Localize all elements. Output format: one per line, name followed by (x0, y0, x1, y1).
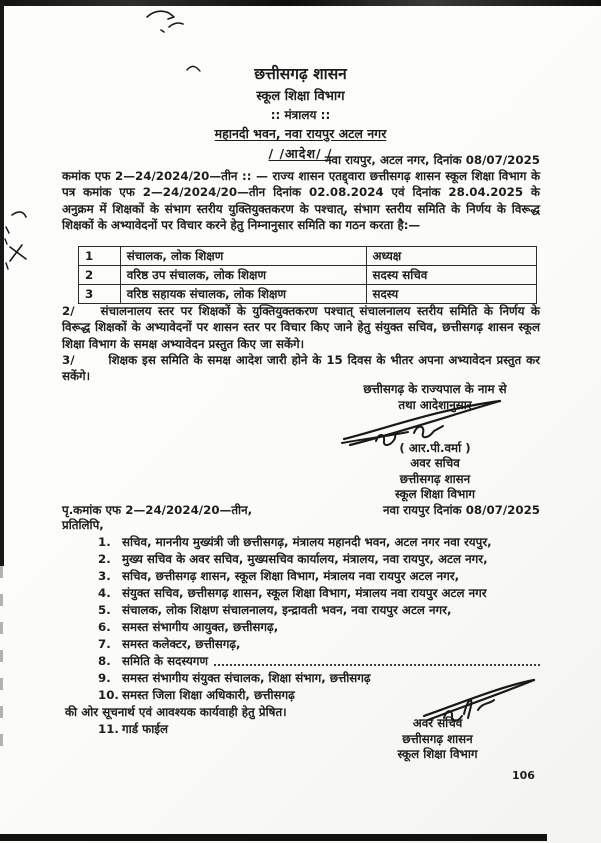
order-paragraph-2 (62, 303, 540, 352)
paragraph-number: 2/ (62, 304, 75, 318)
signatory-block (350, 716, 525, 763)
item-number: 9. (98, 671, 111, 685)
scan-edge-bottom (0, 834, 547, 841)
list-item (62, 568, 540, 585)
item-number: 6. (98, 620, 111, 634)
row-serial: 1 (79, 247, 121, 266)
list-continuation: की ओर सूचनार्थ एवं आवश्यक कार्यवाही हेतु प्रेषित। (65, 705, 287, 719)
item-text: सचिव, माननीय मुख्यंत्री जी छत्तीसगढ़, मंत्रालय महानदी भवन, अटल नगर नवा रयपुर, (122, 535, 492, 549)
item-text: समस्त संभागीय संयुक्त संचालक, शिक्षा संभाग, छत्तीसगढ़ (122, 671, 371, 685)
authority-line-1: छत्तीसगढ़ के राज्यपाल के नाम से (363, 382, 507, 396)
item-text: मुख्य सचिव के अवर सचिव, मुख्यसचिव कार्यालय, मंत्रालय, नवा रायपुर, अटल नगर, (122, 552, 488, 566)
row-role: अध्यक्ष (366, 247, 537, 266)
list-item (62, 585, 540, 602)
item-text: समस्त संभागीय आयुक्त, छत्तीसगढ़, (122, 620, 279, 634)
item-number: 1. (98, 535, 111, 549)
item-number: 4. (98, 586, 111, 600)
row-designation: वरिष्ठ उप संचालक, लोक शिक्षण (120, 266, 366, 285)
list-item (62, 619, 540, 636)
order-paragraph-3-text: शिक्षक इस समिति के समक्ष आदेश जारी होने के 15 दिवस के भीतर अपना अभ्यावेदन प्रस्तुत कर सकेंगे। (62, 353, 540, 384)
endorsement-ref-row (62, 502, 540, 518)
scan-edge-top (0, 0, 601, 6)
row-serial: 3 (79, 285, 121, 304)
letterhead-ministry: :: मंत्रालय :: (270, 108, 331, 122)
signatory-government: छत्तीसगढ़ शासन (402, 731, 473, 746)
table-row (79, 266, 537, 285)
list-item (62, 551, 540, 568)
item-number: 8. (98, 654, 111, 668)
order-paragraph-2-text: संचालनालय स्तर पर शिक्षकों के युक्तियुक्तकरण पश्चात् संचालनालय स्तरीय समिति के निर्णय के विरूद्ध शिक्षकों के अभ्यावेदनों पर शासन स्तर पर विचार किए जाने हेतु संयुक्त सचिव, छत्तीसगढ़ शासन स्कूल शिक्षा विभाग के समक्ष अभ्यावेदन प्रस्तुत किए जा सकेंगे। (62, 304, 540, 351)
letterhead-department: स्कूल शिक्षा विभाग (256, 89, 345, 104)
signatory-government: छत्तीसगढ़ शासन (399, 471, 471, 486)
pen-scribble-icon (135, 3, 205, 35)
letterhead (0, 62, 601, 162)
signatory-post: अवर सचिव (412, 716, 463, 730)
signatory-department: स्कूल शिक्षा विभाग (397, 747, 478, 762)
endorsement-place-date: नवा रायपुर दिनांक 08/07/2025 (383, 503, 540, 517)
table-row (79, 285, 537, 304)
item-text: समस्त कलेक्टर, छत्तीसगढ़, (122, 637, 241, 651)
row-role: सदस्य सचिव (366, 266, 537, 285)
order-paragraph-3 (62, 352, 540, 385)
scan-edge-left-fade (0, 566, 3, 756)
item-text: समिति के सदस्यगण (122, 654, 208, 668)
item-number: 5. (98, 603, 111, 617)
signatory-block (330, 441, 540, 503)
item-text: गार्ड फाईल (122, 722, 169, 736)
list-item (62, 653, 540, 670)
place-date-line: नवा रायपुर, अटल नगर, दिनांक 08/07/2025 (324, 153, 540, 167)
committee-table (78, 246, 537, 304)
margin-scribble-icon (2, 205, 36, 277)
order-title: / /आदेश/ / (268, 146, 333, 161)
authority-line-2: तथा आदेशानुसार (398, 397, 472, 412)
item-number: 7. (98, 637, 111, 651)
row-serial: 2 (79, 266, 121, 285)
signatory-name: ( आर.पी.वर्मा ) (399, 441, 471, 455)
row-designation: संचालक, लोक शिक्षण (120, 247, 366, 266)
item-text: संयुक्त सचिव, छत्तीसगढ़ शासन, स्कूल शिक्षा विभाग, मंत्रालय नवा रायपुर अटल नगर (122, 586, 487, 600)
page-number: 106 (512, 769, 535, 782)
item-number: 11. (98, 722, 119, 736)
row-designation: वरिष्ठ सहायक संचालक, लोक शिक्षण (120, 285, 366, 304)
endorsement-ref-number: पृ.कमांक एफ 2—24/2024/20—तीन, (62, 503, 253, 517)
dotted-leader (214, 653, 540, 666)
item-text: सचिव, छत्तीसगढ़ शासन, स्कूल शिक्षा विभाग, मंत्रालय नवा रायपुर अटल नगर, (122, 569, 460, 583)
item-text: समस्त जिला शिक्षा अधिकारी, छत्तीसगढ़ (122, 688, 295, 702)
item-number: 3. (98, 569, 111, 583)
item-number: 10. (98, 688, 119, 702)
paragraph-number: 3/ (62, 353, 75, 367)
item-number: 2. (98, 552, 111, 566)
table-row (79, 247, 537, 266)
signatory-department: स्कूल शिक्षा विभाग (394, 487, 476, 502)
list-item (62, 602, 540, 619)
signatory-post: अवर सचिव (410, 456, 460, 471)
letterhead-address: महानदी भवन, नवा रायपुर अटल नगर (214, 126, 387, 141)
copy-to-label: प्रतिलिपि, (62, 518, 104, 532)
order-paragraph-1 (62, 168, 540, 234)
row-role: सदस्य (366, 285, 537, 304)
list-item (62, 636, 540, 653)
item-text: संचालक, लोक शिक्षण संचालनालय, इन्द्रावती भवन, नवा रायपुर अटल नगर, (122, 603, 452, 617)
order-number-lead: कमांक एफ 2—24/2024/20—तीन :: — (62, 169, 273, 183)
order-paragraph-1-text: राज्य शासन एतद्द्वारा छत्तीसगढ़ शासन स्कूल शिक्षा विभाग के पत्र कमांक एफ 2—24/2024/20—तीन दिनांक 02.08.2024 एवं दिनांक 28.04.2025 के अनुक्रम में शिक्षकों के संभाग स्तरीय युक्तियुक्तकरण के पश्चात्, संभाग स्तरीय समिति के निर्णय के विरूद्ध शिक्षकों के अभ्यावेदनों पर विचार करने हेतु निम्नानुसार समिति का गठन करता है:— (62, 169, 541, 233)
letterhead-government: छत्तीसगढ़ शासन (254, 65, 347, 83)
list-item (62, 534, 540, 551)
